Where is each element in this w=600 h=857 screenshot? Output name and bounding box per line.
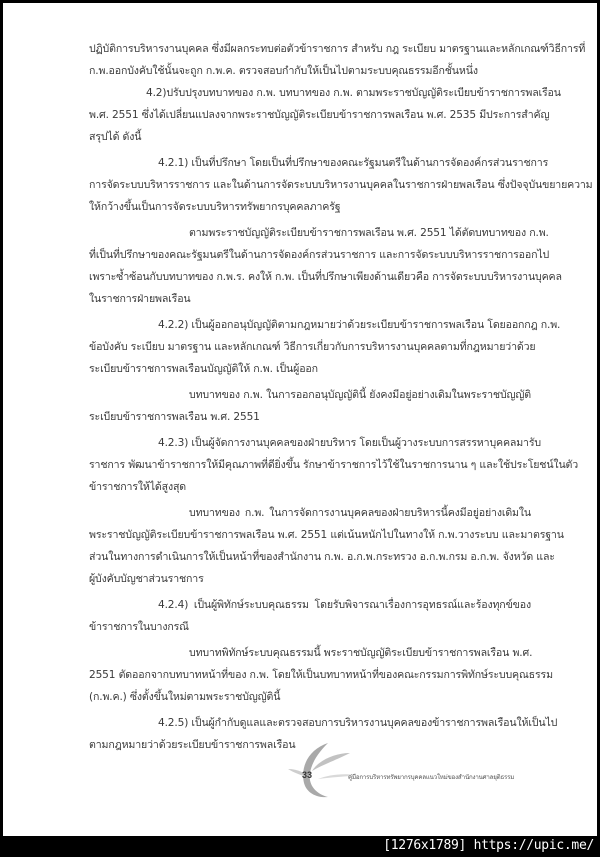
text-line: (ก.พ.ค.) ซึ่งตั้งขึ้นใหม่ตามพระราชบัญญัตินี้ [89,691,281,703]
text-line: 4.2.5) เป็นผู้กำกับดูแลและตรวจสอบการบริหารงานบุคคลของข้าราชการพลเรือนให้เป็นไป [158,717,558,729]
text-line: 4.2)ปรับปรุงบทบาทของ ก.พ. บทบาทของ ก.พ. ตามพระราชบัญญัติระเบียบข้าราชการพลเรือน [146,87,561,99]
text-line: พระราชบัญญัติระเบียบข้าราชการพลเรือน พ.ศ. 2551 แต่เน้นหนักไปในทางให้ ก.พ.วางระบบ และมาตรฐาน [89,529,564,541]
watermark-text: [1276x1789] https://upic.me/ [383,838,594,853]
text-line: 4.2.4) เป็นผู้พิทักษ์ระบบคุณธรรม โดยรับพิจารณาเรื่องการอุทธรณ์และร้องทุกข์ของ [158,599,531,611]
page-number: 33 [302,770,313,780]
text-line: บทบาทของ ก.พ. ในการออกอนุบัญญัตินี้ ยังคงมีอยู่อย่างเดิมในพระราชบัญญัติ [189,389,531,401]
text-line: ในราชการฝ่ายพลเรือน [89,293,191,305]
text-line: ผู้บังคับบัญชาส่วนราชการ [89,573,204,585]
text-line: ส่วนในทางการดำเนินการให้เป็นหน้าที่ของสำนักงาน ก.พ. อ.ก.พ.กระทรวง อ.ก.พ.กรม อ.ก.พ. จังหวัด และ [89,551,555,563]
swoosh-logo-icon [288,739,358,799]
text-line: ระเบียบข้าราชการพลเรือน พ.ศ. 2551 [89,411,260,423]
text-line: บทบาทของ ก.พ. ในการจัดการงานบุคคลของฝ่ายบริหารนี้คงมีอยู่อย่างเดิมใน [189,507,531,519]
footer-title: คู่มือการบริหารทรัพยากรบุคคลแนวใหม่ของสำนักงานศาลยุติธรรม [348,774,515,781]
text-line: ปฏิบัติการบริหารงานบุคคล ซึ่งมีผลกระทบต่อตัวข้าราชการ สำหรับ กฎ ระเบียบ มาตรฐานและหลักเกณฑ์วิธีการที่ [89,43,586,55]
text-line: ตามพระราชบัญญัติระเบียบข้าราชการพลเรือน พ.ศ. 2551 ได้ตัดบทบาทของ ก.พ. [189,227,549,239]
text-line: 4.2.3) เป็นผู้จัดการงานบุคคลของฝ่ายบริหาร โดยเป็นผู้วางระบบการสรรหาบุคคลมารับ [158,437,541,449]
text-line: ข้อบังคับ ระเบียบ มาตรฐาน และหลักเกณฑ์ วิธีการเกี่ยวกับการบริหารงานบุคคลตามที่กฎหมายว่าด้วย [89,341,536,353]
text-line: สรุปได้ ดังนี้ [89,131,142,143]
text-line: ที่เป็นที่ปรึกษาของคณะรัฐมนตรีในด้านการจัดองค์กรส่วนราชการ และการจัดระบบบริหารราชการออกไป [89,249,550,261]
text-line: พ.ศ. 2551 ซึ่งได้เปลี่ยนแปลงจากพระราชบัญญัติระเบียบข้าราชการพลเรือน พ.ศ. 2535 มีประการสำคัญ [89,109,550,121]
text-line: ก.พ.ออกบังคับใช้นั้นจะถูก ก.พ.ค. ตรวจสอบกำกับให้เป็นไปตามระบบคุณธรรมอีกชั้นหนึ่ง [89,65,478,77]
text-line: ตามกฎหมายว่าด้วยระเบียบข้าราชการพลเรือน [89,739,296,751]
text-line: บทบาทพิทักษ์ระบบคุณธรรมนี้ พระราชบัญญัติระเบียบข้าราชการพลเรือน พ.ศ. [189,647,533,659]
text-line: 2551 ตัดออกจากบทบาทหน้าที่ของ ก.พ. โดยให้เป็นบทบาทหน้าที่ของคณะกรรมการพิทักษ์ระบบคุณธรรม [89,669,553,681]
text-line: การจัดระบบบริหารราชการ และในด้านการจัดระบบบริหารงานบุคคลในราชการฝ่ายพลเรือน ซึ่งปัจจุบันขยายความ [89,179,593,191]
text-line: ระเบียบข้าราชการพลเรือนบัญญัติให้ ก.พ. เป็นผู้ออก [89,363,318,375]
text-line: ราชการ พัฒนาข้าราชการให้มีคุณภาพที่ดียิ่งขึ้น รักษาข้าราชการไว้ใช้ในราชการนาน ๆ และใช้ประโยชน์ในตัว [89,459,579,471]
text-line: ข้าราชการให้ได้สูงสุด [89,481,187,493]
text-line: ข้าราชการในบางกรณี [89,621,189,633]
text-line: 4.2.1) เป็นที่ปรึกษา โดยเป็นที่ปรึกษาของคณะรัฐมนตรีในด้านการจัดองค์กรส่วนราชการ [158,157,549,169]
document-page [3,3,597,836]
text-line: เพราะซ้ำซ้อนกับบทบาทของ ก.พ.ร. คงให้ ก.พ. เป็นที่ปรึกษาเพียงด้านเดียวคือ การจัดระบบบริหารงานบุคคล [89,271,562,283]
text-line: ให้กว้างขึ้นเป็นการจัดระบบบริหารทรัพยากรบุคคลภาครัฐ [89,201,341,213]
text-line: 4.2.2) เป็นผู้ออกอนุบัญญัติตามกฎหมายว่าด้วยระเบียบข้าราชการพลเรือน โดยออกกฎ ก.พ. [158,319,561,331]
